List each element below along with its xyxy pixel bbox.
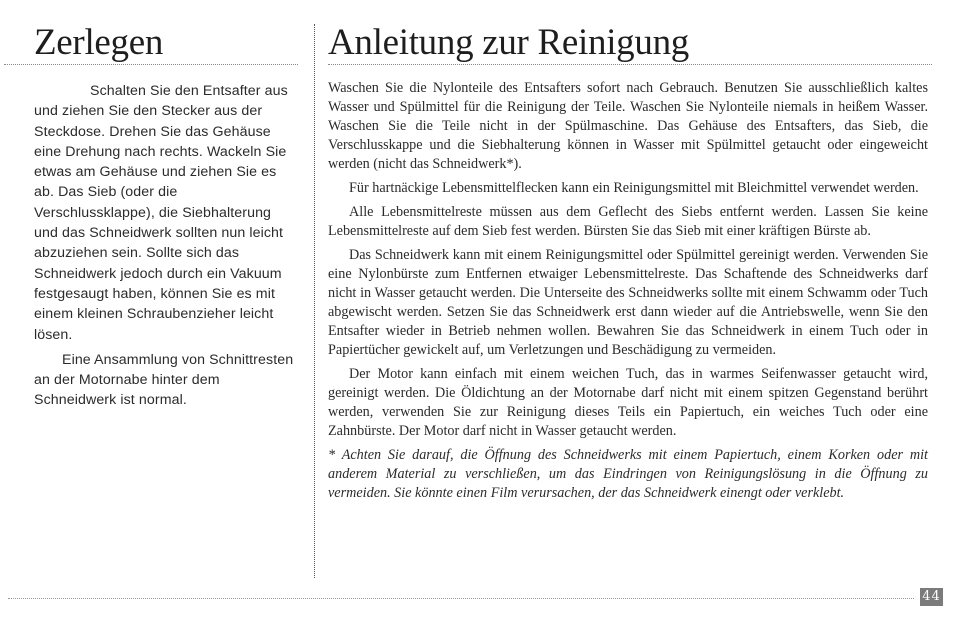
- paragraph: Schalten Sie den Entsafter aus und ziehen Sie den Stecker aus der Steckdose. Drehen Sie das Gehäuse eine Drehung nach rechts. Wackeln Sie etwas am Gehäuse und ziehen Sie es ab. Das Sieb (oder die Verschlussklappe), die Siebhalterung und das Schneidwerk sollten nun leicht abzuziehen sein. Sollte sich das Schneidwerk jedoch durch ein Vakuum festgesaugt haben, können Sie es mit einem kleinen Schraubenzieher leicht lösen.: [34, 83, 288, 343]
- heading-divider: [328, 64, 932, 65]
- paragraph: Alle Lebensmittelreste müssen aus dem Geflecht des Siebs entfernt werden. Lassen Sie keine Lebensmittelreste auf dem Sieb fest werden. Bürsten Sie das Sieb mit einer kräftigen Bürste ab.: [328, 204, 928, 239]
- disassembly-text: [34, 81, 298, 411]
- heading-divider: [4, 64, 298, 65]
- footer-divider: [8, 598, 914, 599]
- page-number: 44: [920, 588, 943, 606]
- cleaning-text: [328, 79, 928, 503]
- paragraph: Das Schneidwerk kann mit einem Reinigungsmittel oder Spülmittel gereinigt werden. Verwenden Sie eine Nylonbürste zum Entfernen etwaiger Lebensmittelreste. Das Schaftende des Schneidwerks darf nicht in Wasser getaucht werden. Die Unterseite des Schneidwerks sollte mit einem Schwamm oder Tuch abgewischt werden. Setzen Sie das Schneidwerk erst dann wieder auf die Antriebswelle, wenn Sie den Entsafter wieder in Betrieb nehmen wollen. Bewahren Sie das Schneidwerk in einem Tuch oder in Papiertücher gewickelt auf, um Verletzungen und Beschädigung zu vermeiden.: [328, 247, 928, 358]
- section-heading-disassembly: Zerlegen: [34, 22, 164, 63]
- section-cleaning: [328, 22, 928, 508]
- paragraph: Waschen Sie die Nylonteile des Entsafters sofort nach Gebrauch. Benutzen Sie ausschließlich kaltes Wasser und Spülmittel für die Reinigung der Teile. Waschen Sie Nylonteile niemals in heißem Wasser. Waschen Sie die Teile nicht in der Spülmaschine. Das Gehäuse des Entsafters, das Sieb, die Verschlusskappe und die Siebhalterung können in Wasser mit Spülmittel getaucht oder eingeweicht werden (nicht das Schneidwerk*).: [328, 80, 928, 172]
- footnote: * Achten Sie darauf, die Öffnung des Schneidwerks mit einem Papiertuch, einem Korken oder mit anderem Material zu verschließen, um das Eindringen von Reinigungslösung in die Öffnung zu vermeiden. Sie könnte einen Film verursachen, der das Schneidwerk einengt oder verklebt.: [328, 447, 928, 501]
- section-heading-cleaning: Anleitung zur Reinigung: [328, 22, 689, 63]
- paragraph: Für hartnäckige Lebensmittelflecken kann ein Reinigungsmittel mit Bleichmittel verwendet werden.: [349, 180, 919, 196]
- paragraph: Eine Ansammlung von Schnittresten an der Motornabe hinter dem Schneidwerk ist normal.: [34, 351, 294, 409]
- column-divider: [314, 24, 315, 578]
- section-disassembly: [34, 22, 298, 411]
- paragraph: Der Motor kann einfach mit einem weichen Tuch, das in warmes Seifenwasser getaucht wird, gereinigt werden. Die Öldichtung an der Motornabe darf nicht mit einem spitzen Gegenstand berührt werden, verwenden Sie zur Reinigung dieses Teils ein Papiertuch, ein weiches Tuch oder eine Zahnbürste. Der Motor darf nicht in Wasser getaucht werden.: [328, 366, 928, 439]
